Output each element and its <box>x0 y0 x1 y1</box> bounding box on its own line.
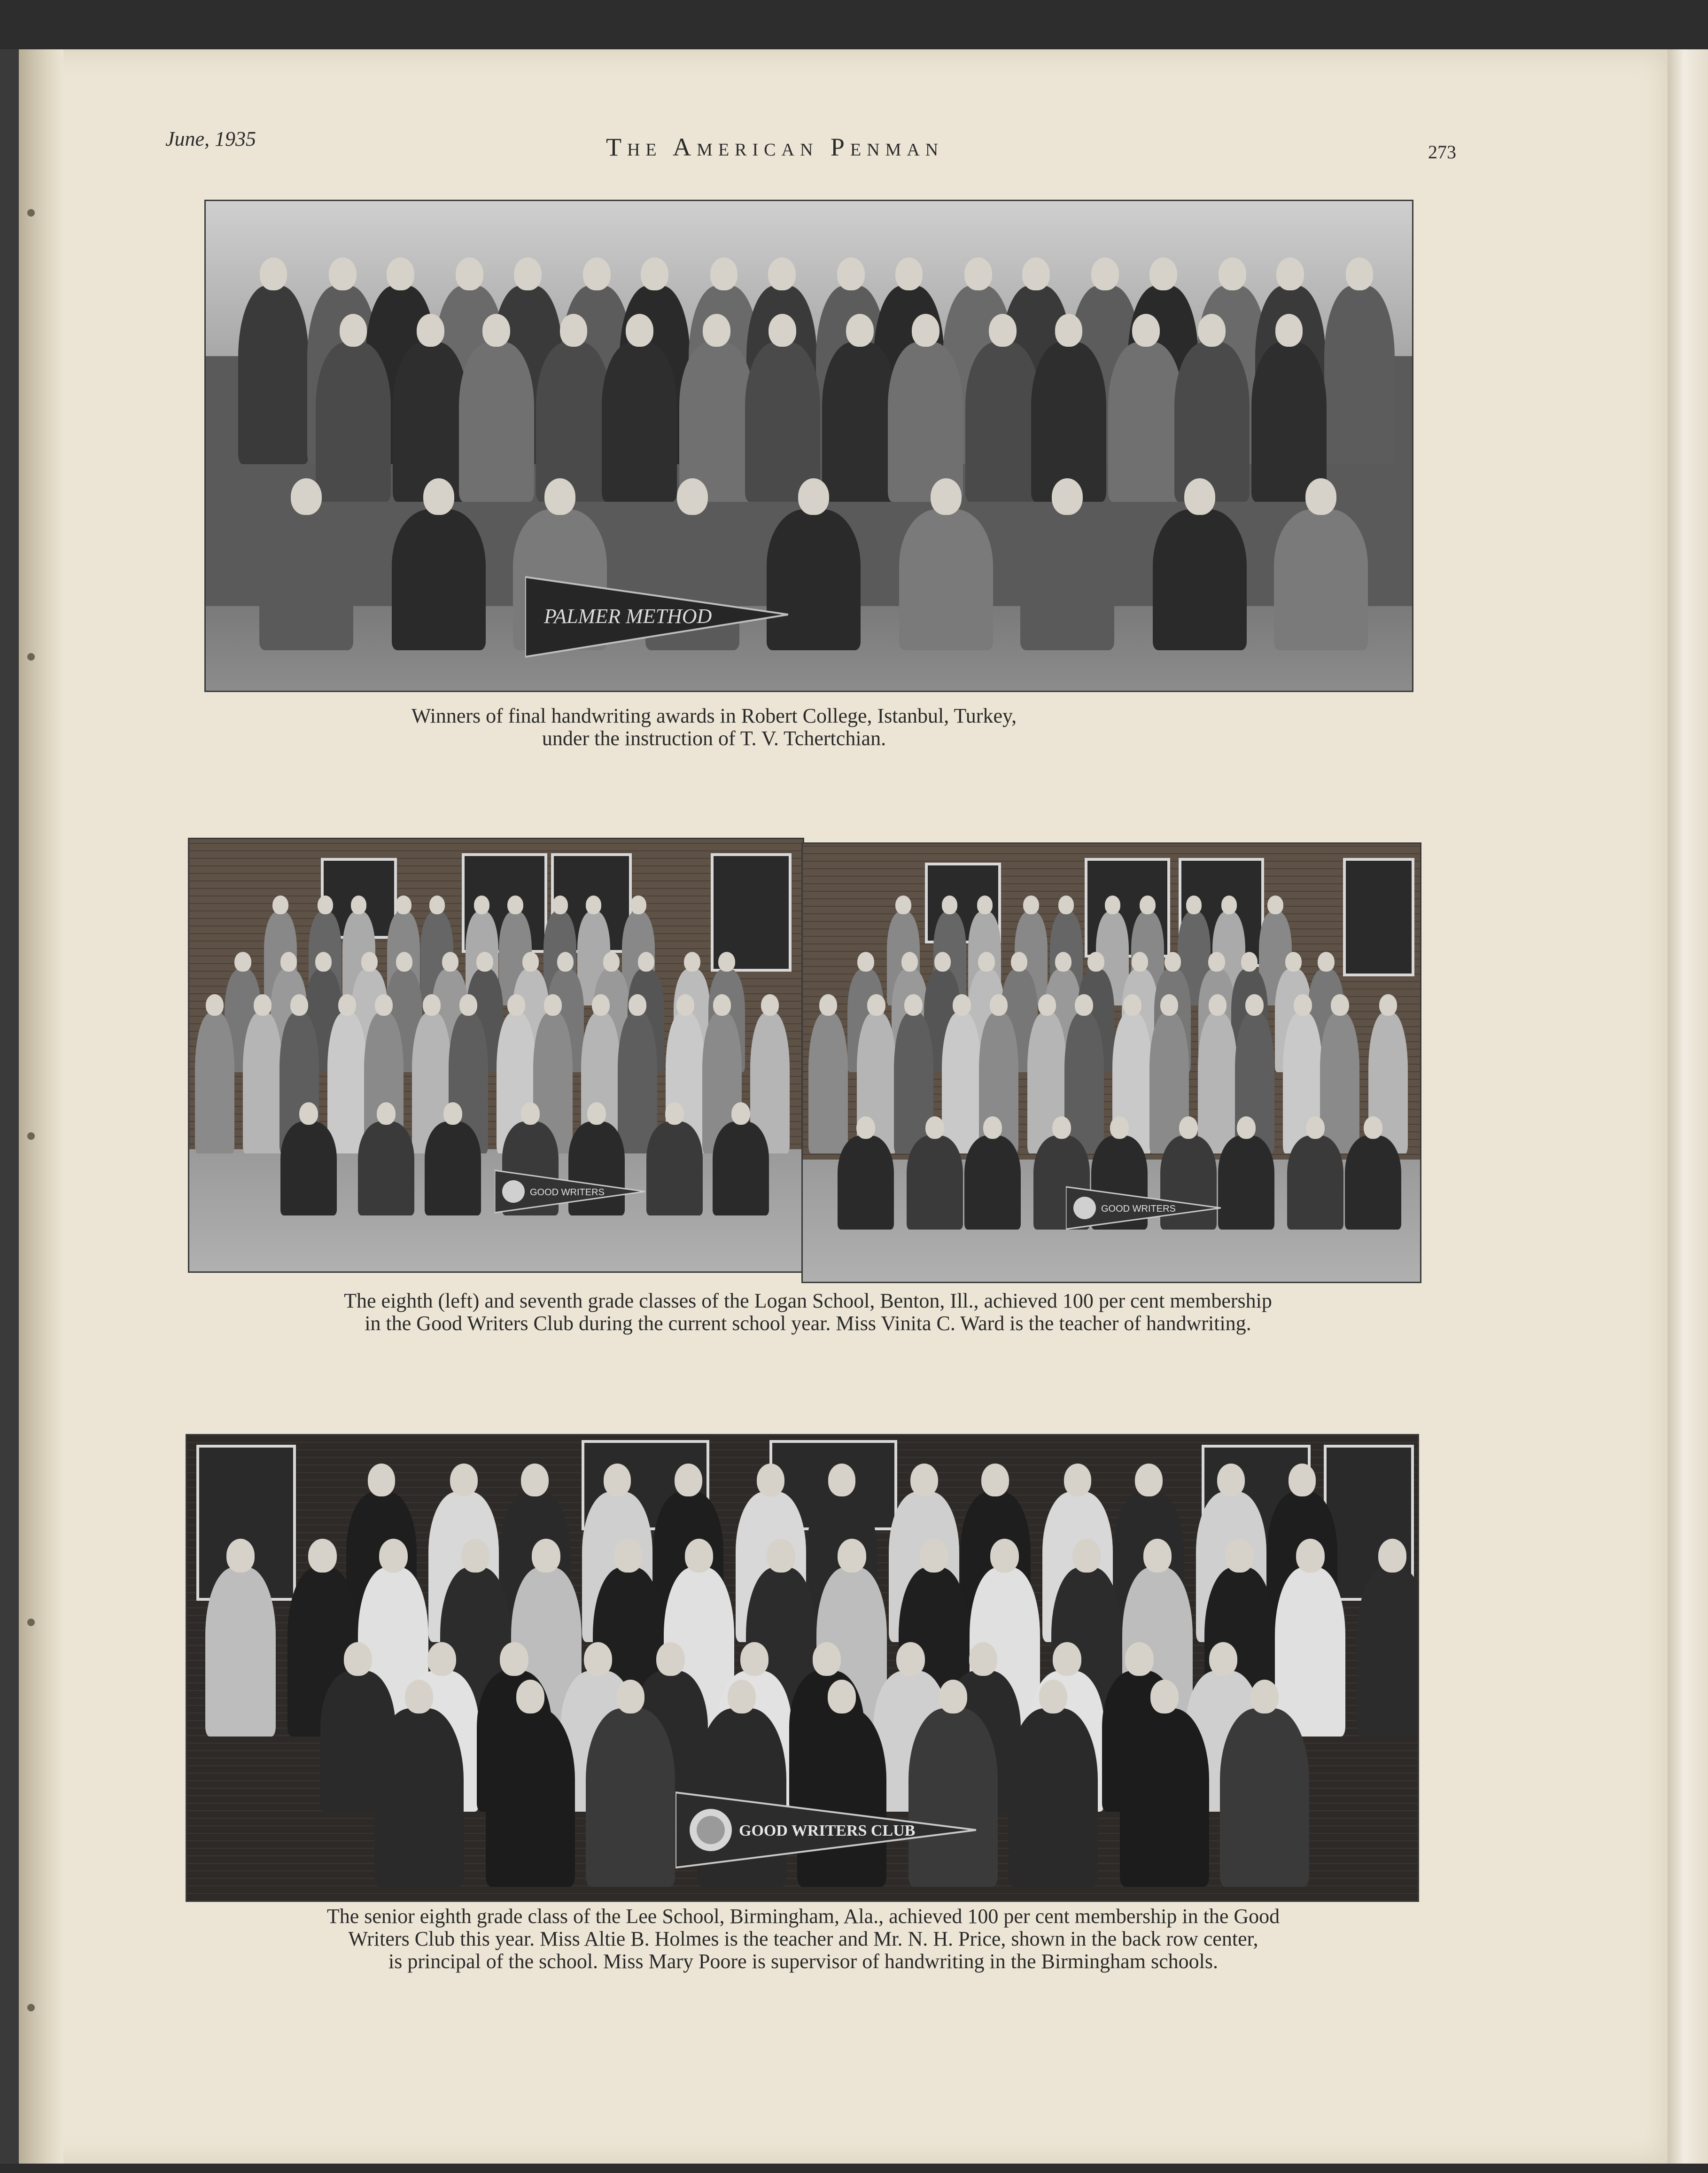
person-head <box>1087 952 1104 972</box>
person-head <box>630 896 646 914</box>
caption-line: is principal of the school. Miss Mary Poore is supervisor of handwriting in the Birmingham schools. <box>388 1950 1218 1973</box>
staple-mark <box>27 1132 35 1140</box>
person-head <box>685 1539 713 1573</box>
person-head <box>560 314 588 347</box>
person-head <box>1378 1539 1406 1573</box>
person-head <box>1318 952 1334 972</box>
person-head <box>910 1464 938 1496</box>
person-head <box>340 314 367 347</box>
person-head <box>901 952 918 972</box>
person-figure <box>1198 1013 1237 1153</box>
person-head <box>616 1680 644 1713</box>
person-head <box>368 1464 396 1496</box>
person-head <box>768 257 796 290</box>
person-head <box>989 314 1017 347</box>
person-figure <box>965 342 1040 502</box>
person-head <box>740 1642 769 1676</box>
person-head <box>1105 896 1121 914</box>
page-gutter <box>19 49 63 2164</box>
person-head <box>676 994 695 1016</box>
person-head <box>592 994 610 1016</box>
staple-mark <box>27 209 35 217</box>
person-head <box>857 952 874 972</box>
person-head <box>1209 994 1227 1016</box>
person-head <box>1289 1464 1316 1496</box>
person-head <box>482 314 510 347</box>
person-figure <box>374 1708 464 1887</box>
person-head <box>459 994 478 1016</box>
pennant <box>1066 1182 1221 1234</box>
person-head <box>1011 952 1027 972</box>
person-head <box>1132 314 1160 347</box>
person-head <box>614 1539 642 1573</box>
person-figure <box>536 342 611 502</box>
person-head <box>344 1642 372 1676</box>
person-head <box>1219 257 1246 290</box>
person-head <box>990 1539 1018 1573</box>
person-head <box>318 896 334 914</box>
person-head <box>299 1102 318 1125</box>
person-figure <box>243 1013 282 1153</box>
person-head <box>226 1539 255 1573</box>
photo-lee-school <box>186 1434 1419 1902</box>
person-head <box>280 952 297 972</box>
person-figure <box>745 342 820 502</box>
person-head <box>1149 257 1177 290</box>
person-head <box>516 1680 544 1713</box>
person-head <box>931 478 962 515</box>
person-figure <box>838 1136 894 1230</box>
person-head <box>1064 1464 1092 1496</box>
person-figure <box>1153 509 1247 650</box>
person-figure <box>602 342 677 502</box>
person-head <box>1184 478 1215 515</box>
person-figure <box>1218 1136 1274 1230</box>
person-head <box>813 1642 841 1676</box>
person-figure <box>1274 509 1368 650</box>
person-head <box>507 896 523 914</box>
person-head <box>1140 896 1156 914</box>
person-head <box>456 257 483 290</box>
person-head <box>983 1116 1002 1139</box>
caption-line: under the instruction of T. V. Tchertchian. <box>542 727 886 750</box>
person-head <box>677 478 708 515</box>
person-head <box>904 994 923 1016</box>
person-figure <box>618 1013 657 1153</box>
person-figure <box>942 1013 981 1153</box>
person-head <box>1346 257 1374 290</box>
person-head <box>1053 1642 1081 1676</box>
person-head <box>308 1539 336 1573</box>
person-head <box>665 1102 684 1125</box>
person-head <box>476 952 493 972</box>
person-head <box>1052 1116 1071 1139</box>
person-head <box>942 896 958 914</box>
person-figure <box>205 1567 276 1737</box>
person-head <box>920 1539 948 1573</box>
person-head <box>1072 1539 1101 1573</box>
person-figure <box>238 286 309 464</box>
person-head <box>396 896 411 914</box>
person-head <box>1039 1680 1067 1713</box>
person-head <box>934 952 951 972</box>
person-figure <box>392 509 486 650</box>
person-head <box>405 1680 433 1713</box>
person-figure <box>1324 286 1395 464</box>
page-number: 273 <box>1428 141 1456 163</box>
person-head <box>710 257 738 290</box>
person-figure <box>1108 342 1183 502</box>
person-head <box>718 952 735 972</box>
person-head <box>557 952 574 972</box>
photo-logan-seventh-grade <box>801 842 1421 1283</box>
person-head <box>1364 1116 1382 1139</box>
person-head <box>838 1539 866 1573</box>
person-head <box>442 952 458 972</box>
person-head <box>417 314 444 347</box>
person-head <box>977 896 993 914</box>
person-figure <box>1020 509 1114 650</box>
person-figure <box>907 1136 963 1230</box>
person-figure <box>964 1136 1021 1230</box>
person-head <box>329 257 357 290</box>
person-head <box>713 994 731 1016</box>
person-head <box>351 896 367 914</box>
pennant-text: PALMER METHOD <box>544 605 712 628</box>
person-head <box>728 1680 756 1713</box>
person-head <box>925 1116 944 1139</box>
person-head <box>895 896 911 914</box>
person-figure <box>1287 1136 1343 1230</box>
caption-line: Winners of final handwriting awards in Robert College, Istanbul, Turkey, <box>411 704 1017 727</box>
person-head <box>521 1464 549 1496</box>
person-head <box>837 257 865 290</box>
person-head <box>290 994 309 1016</box>
person-head <box>544 478 575 515</box>
person-head <box>521 1102 540 1125</box>
person-head <box>828 1680 856 1713</box>
person-head <box>638 952 654 972</box>
person-head <box>375 994 393 1016</box>
person-head <box>461 1539 489 1573</box>
person-head <box>895 257 923 290</box>
person-head <box>1160 994 1179 1016</box>
issue-date: June, 1935 <box>165 127 256 150</box>
person-head <box>532 1539 560 1573</box>
person-head <box>1305 478 1336 515</box>
caption-line: Writers Club this year. Miss Altie B. Holmes is the teacher and Mr. N. H. Price, shown in the back row center, <box>348 1927 1258 1950</box>
person-head <box>1225 1539 1253 1573</box>
person-head <box>500 1642 528 1676</box>
person-head <box>1091 257 1119 290</box>
person-head <box>1275 314 1303 347</box>
person-head <box>234 952 251 972</box>
person-head <box>656 1642 684 1676</box>
pennant <box>525 568 788 662</box>
person-head <box>427 1642 456 1676</box>
person-figure <box>195 1013 234 1153</box>
person-head <box>1198 314 1226 347</box>
person-head <box>896 1642 924 1676</box>
person-head <box>1055 314 1083 347</box>
person-head <box>604 1464 631 1496</box>
person-head <box>1208 952 1225 972</box>
person-head <box>1267 896 1283 914</box>
person-figure <box>1345 1136 1401 1230</box>
person-head <box>1221 896 1237 914</box>
person-figure <box>1120 1708 1209 1887</box>
person-head <box>584 1642 612 1676</box>
person-head <box>867 994 885 1016</box>
person-head <box>1245 994 1264 1016</box>
person-head <box>1052 478 1083 515</box>
person-head <box>1241 952 1258 972</box>
person-head <box>1055 952 1071 972</box>
person-figure <box>316 342 391 502</box>
staple-mark <box>27 1619 35 1626</box>
person-figure <box>358 1122 414 1215</box>
caption-line: in the Good Writers Club during the current school year. Miss Vinita C. Ward is the teacher of handwriting. <box>365 1312 1251 1335</box>
person-head <box>1179 1116 1198 1139</box>
person-head <box>1038 994 1056 1016</box>
person-figure <box>1251 342 1327 502</box>
person-head <box>291 478 322 515</box>
photo-logan-eighth-grade <box>188 838 804 1273</box>
person-head <box>387 257 414 290</box>
person-head <box>514 257 542 290</box>
person-head <box>338 994 357 1016</box>
person-head <box>586 896 602 914</box>
pennant <box>495 1166 645 1217</box>
person-head <box>761 994 779 1016</box>
person-head <box>1150 1680 1179 1713</box>
person-head <box>626 314 653 347</box>
person-figure <box>646 1122 703 1215</box>
person-head <box>396 952 412 972</box>
person-head <box>1165 952 1181 972</box>
person-head <box>675 1464 702 1496</box>
person-head <box>1123 994 1141 1016</box>
caption-line: The senior eighth grade class of the Lee School, Birmingham, Ala., achieved 100 per cent membership in the Good <box>326 1905 1280 1928</box>
person-head <box>757 1464 784 1496</box>
person-head <box>1237 1116 1256 1139</box>
person-figure <box>1174 342 1250 502</box>
person-figure <box>459 342 534 502</box>
person-head <box>990 994 1008 1016</box>
person-head <box>603 952 620 972</box>
person-head <box>1186 896 1202 914</box>
person-head <box>939 1680 967 1713</box>
person-head <box>1209 1642 1237 1676</box>
person-head <box>379 1539 407 1573</box>
person-head <box>1294 994 1312 1016</box>
person-figure <box>888 342 963 502</box>
person-figure <box>1275 1567 1345 1737</box>
person-head <box>1058 896 1074 914</box>
person-head <box>731 1102 750 1125</box>
person-figure <box>259 509 353 650</box>
person-figure <box>713 1122 769 1215</box>
person-head <box>641 257 668 290</box>
staple-mark <box>27 2004 35 2011</box>
person-head <box>1075 994 1093 1016</box>
person-figure <box>586 1708 675 1887</box>
caption-robert-college <box>207 705 1221 750</box>
person-head <box>1250 1680 1279 1713</box>
person-head <box>552 896 568 914</box>
person-head <box>1306 1116 1325 1139</box>
caption-line: The eighth (left) and seventh grade classes of the Logan School, Benton, Ill., achieved 100 per cent membership <box>344 1289 1272 1312</box>
person-head <box>272 896 288 914</box>
person-head <box>953 994 971 1016</box>
caption-lee-school <box>179 1905 1428 1973</box>
person-figure <box>899 509 993 650</box>
person-head <box>522 952 539 972</box>
pennant-text: GOOD WRITERS CLUB <box>739 1822 916 1839</box>
caption-logan-school <box>183 1290 1433 1335</box>
person-head <box>912 314 939 347</box>
person-head <box>1110 1116 1129 1139</box>
person-head <box>206 994 224 1016</box>
person-head <box>819 994 838 1016</box>
person-head <box>684 952 700 972</box>
person-head <box>587 1102 606 1125</box>
person-head <box>361 952 378 972</box>
person-figure <box>425 1122 481 1215</box>
person-head <box>1296 1539 1324 1573</box>
person-figure <box>1357 1567 1419 1737</box>
person-figure <box>393 342 468 502</box>
person-figure <box>1009 1708 1098 1887</box>
person-figure <box>280 1122 337 1215</box>
person-head <box>969 1642 997 1676</box>
person-head <box>507 994 526 1016</box>
binding-strip <box>0 49 19 2164</box>
person-head <box>450 1464 478 1496</box>
person-head <box>856 1116 875 1139</box>
person-figure <box>1320 1013 1359 1153</box>
person-head <box>964 257 992 290</box>
person-head <box>1285 952 1302 972</box>
person-head <box>978 952 994 972</box>
person-head <box>1379 994 1397 1016</box>
person-figure <box>822 342 897 502</box>
page-edge <box>1668 49 1708 2164</box>
pennant <box>675 1788 976 1872</box>
person-head <box>1217 1464 1245 1496</box>
person-head <box>429 896 445 914</box>
person-head <box>423 478 454 515</box>
person-head <box>828 1464 856 1496</box>
person-head <box>769 314 796 347</box>
person-head <box>443 1102 462 1125</box>
person-head <box>767 1539 795 1573</box>
person-head <box>377 1102 396 1125</box>
person-head <box>1276 257 1304 290</box>
person-head <box>474 896 490 914</box>
person-head <box>315 952 332 972</box>
person-head <box>1143 1539 1172 1573</box>
photo-robert-college <box>204 200 1413 692</box>
person-head <box>629 994 647 1016</box>
person-head <box>1023 896 1039 914</box>
person-figure <box>486 1708 575 1887</box>
person-figure <box>808 1013 848 1153</box>
person-head <box>981 1464 1009 1496</box>
person-figure <box>327 1013 367 1153</box>
magazine-title: The American Penman <box>606 133 944 161</box>
person-head <box>1022 257 1050 290</box>
person-head <box>260 257 287 290</box>
staple-mark <box>27 653 35 661</box>
person-head <box>1132 952 1148 972</box>
person-head <box>254 994 272 1016</box>
person-head <box>1125 1642 1153 1676</box>
pennant-text: GOOD WRITERS <box>530 1187 605 1198</box>
person-head <box>846 314 874 347</box>
person-figure <box>1220 1708 1309 1887</box>
person-head <box>583 257 611 290</box>
pennant-text: GOOD WRITERS <box>1101 1204 1176 1214</box>
person-head <box>703 314 730 347</box>
person-head <box>1135 1464 1163 1496</box>
person-head <box>798 478 829 515</box>
person-head <box>544 994 562 1016</box>
person-head <box>423 994 441 1016</box>
person-head <box>1331 994 1349 1016</box>
photo-group <box>206 201 1412 691</box>
person-figure <box>679 342 754 502</box>
person-figure <box>1031 342 1106 502</box>
